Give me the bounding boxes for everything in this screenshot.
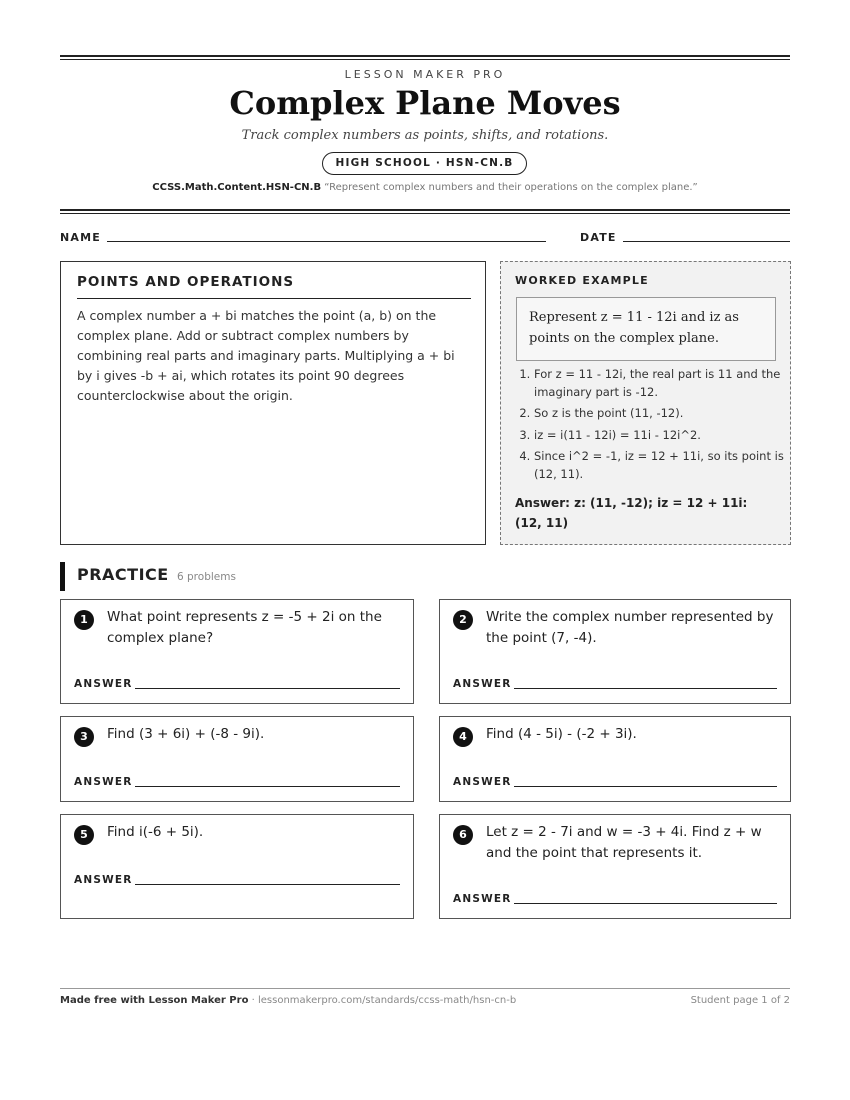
problem-number-badge: 1 bbox=[74, 610, 94, 630]
page-title: Complex Plane Moves bbox=[229, 84, 621, 122]
standard-code: CCSS.Math.Content.HSN-CN.B bbox=[152, 182, 322, 193]
standard-line bbox=[0, 182, 850, 193]
answer-line[interactable] bbox=[514, 786, 777, 787]
answer-line[interactable] bbox=[135, 884, 400, 885]
answer-line[interactable] bbox=[135, 786, 400, 787]
date-label: DATE bbox=[580, 231, 617, 244]
problem-number-badge: 3 bbox=[74, 727, 94, 747]
problem-card-4 bbox=[439, 716, 791, 802]
standard-text: “Represent complex numbers and their operations on the complex plane.” bbox=[324, 182, 698, 193]
answer-label: ANSWER bbox=[74, 776, 133, 788]
answer-label: ANSWER bbox=[453, 776, 512, 788]
problem-number-badge: 6 bbox=[453, 825, 473, 845]
answer-line[interactable] bbox=[514, 688, 777, 689]
worked-example-step: 4. Since i^2 = -1, iz = 12 + 11i, so its point is (12, 11). bbox=[534, 448, 796, 483]
problem-number-badge: 4 bbox=[453, 727, 473, 747]
answer-label: ANSWER bbox=[74, 678, 133, 690]
worked-example-step: 3. iz = i(11 - 12i) = 11i - 12i^2. bbox=[534, 427, 796, 445]
concept-heading-rule bbox=[77, 298, 471, 299]
answer-line[interactable] bbox=[135, 688, 400, 689]
worked-example-steps bbox=[515, 366, 796, 487]
page-subtitle: Track complex numbers as points, shifts, and rotations. bbox=[241, 128, 609, 143]
practice-title: PRACTICE bbox=[77, 565, 169, 584]
problem-number-badge: 5 bbox=[74, 825, 94, 845]
problem-text: Write the complex number represented by the point (7, -4). bbox=[486, 609, 774, 646]
problem-text: Find (3 + 6i) + (-8 - 9i). bbox=[107, 726, 265, 742]
date-field-line[interactable] bbox=[623, 241, 790, 242]
header-rule-thick bbox=[60, 55, 790, 57]
divider-rule-thick bbox=[60, 209, 790, 211]
worked-example-answer: Answer: z: (11, -12); iz = 12 + 11i: (12, 11) bbox=[515, 496, 748, 530]
name-label: NAME bbox=[60, 231, 101, 244]
answer-label: ANSWER bbox=[74, 874, 133, 886]
answer-line[interactable] bbox=[514, 903, 777, 904]
divider-rule-thin bbox=[60, 213, 790, 214]
problem-text: Find i(-6 + 5i). bbox=[107, 824, 204, 840]
worked-example-heading: WORKED EXAMPLE bbox=[515, 274, 649, 287]
problem-text: What point represents z = -5 + 2i on the complex plane? bbox=[107, 609, 382, 646]
footer-credit bbox=[60, 995, 516, 1006]
name-field-line[interactable] bbox=[107, 241, 546, 242]
answer-label: ANSWER bbox=[453, 678, 512, 690]
footer-page-number: Student page 1 of 2 bbox=[690, 995, 790, 1006]
problem-card-6 bbox=[439, 814, 791, 919]
brand-label: LESSON MAKER PRO bbox=[344, 68, 506, 81]
footer-url[interactable]: · lessonmakerpro.com/standards/ccss-math/hsn-cn-b bbox=[248, 995, 517, 1006]
answer-label: ANSWER bbox=[453, 893, 512, 905]
footer-made-with: Made free with Lesson Maker Pro bbox=[60, 995, 249, 1006]
problem-text: Find (4 - 5i) - (-2 + 3i). bbox=[486, 726, 637, 742]
grade-standard-badge: HIGH SCHOOL · HSN-CN.B bbox=[322, 152, 527, 175]
worked-example-step: 2. So z is the point (11, -12). bbox=[534, 405, 796, 423]
worked-example-card bbox=[500, 261, 791, 545]
practice-count: 6 problems bbox=[177, 571, 236, 583]
problem-number-badge: 2 bbox=[453, 610, 473, 630]
problem-card-1 bbox=[60, 599, 414, 704]
problem-card-5 bbox=[60, 814, 414, 919]
problem-card-2 bbox=[439, 599, 791, 704]
footer-rule bbox=[60, 988, 790, 989]
concept-heading: POINTS AND OPERATIONS bbox=[77, 274, 295, 290]
concept-body: A complex number a + bi matches the point (a, b) on the complex plane. Add or subtract complex numbers by combining real parts and imaginary parts. Multiplying a + bi by i gives -b + ai, which rotates its point 90 degrees counterclockwise about the origin. bbox=[77, 308, 455, 403]
practice-accent-bar bbox=[60, 562, 65, 591]
worked-example-step: 1. For z = 11 - 12i, the real part is 11 and the imaginary part is -12. bbox=[534, 366, 796, 401]
concept-card bbox=[60, 261, 486, 545]
worked-example-prompt: Represent z = 11 - 12i and iz as points on the complex plane. bbox=[516, 297, 776, 361]
problem-text: Let z = 2 - 7i and w = -3 + 4i. Find z + w and the point that represents it. bbox=[486, 824, 762, 861]
header-rule-thin bbox=[60, 59, 790, 60]
problem-card-3 bbox=[60, 716, 414, 802]
